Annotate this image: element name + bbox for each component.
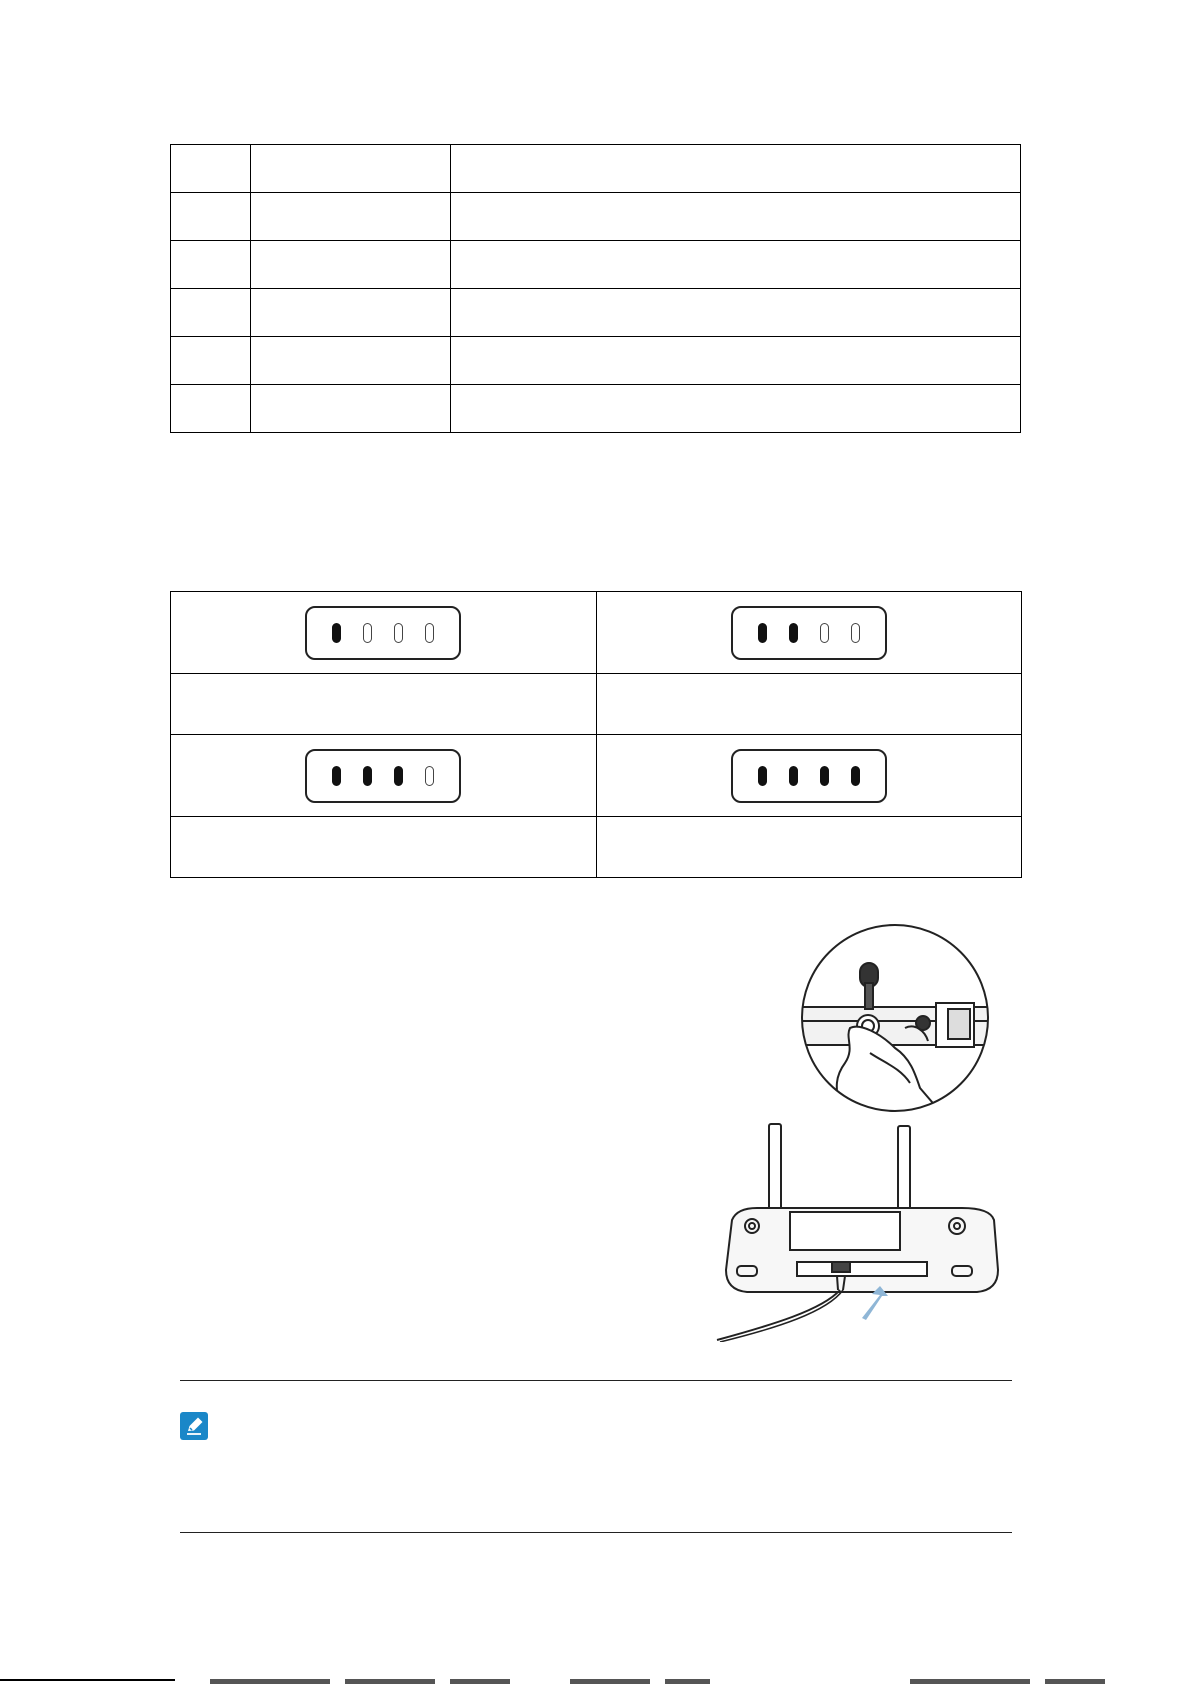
battery-led-1-icon <box>305 606 461 660</box>
note-pencil-icon <box>180 1412 208 1440</box>
table-row <box>171 289 1021 337</box>
table-row <box>171 592 1022 674</box>
battery-level-table <box>170 591 1022 878</box>
footer-divider <box>0 1679 175 1681</box>
table-row <box>171 674 1022 735</box>
remote-controller-charging-cable-icon <box>712 1120 1012 1342</box>
table-row <box>171 145 1021 193</box>
note-divider-bottom <box>180 1532 1012 1533</box>
table-row <box>171 337 1021 385</box>
table-row <box>171 241 1021 289</box>
function-table <box>170 144 1021 433</box>
battery-led-4-icon <box>731 749 887 803</box>
hand-pressing-power-button-icon <box>800 923 990 1113</box>
table-row <box>171 817 1022 878</box>
battery-led-3-icon <box>305 749 461 803</box>
table-row <box>171 735 1022 817</box>
footer-text-strip <box>210 1678 1110 1685</box>
note-divider-top <box>180 1380 1012 1381</box>
table-row <box>171 385 1021 433</box>
battery-led-2-icon <box>731 606 887 660</box>
table-row <box>171 193 1021 241</box>
